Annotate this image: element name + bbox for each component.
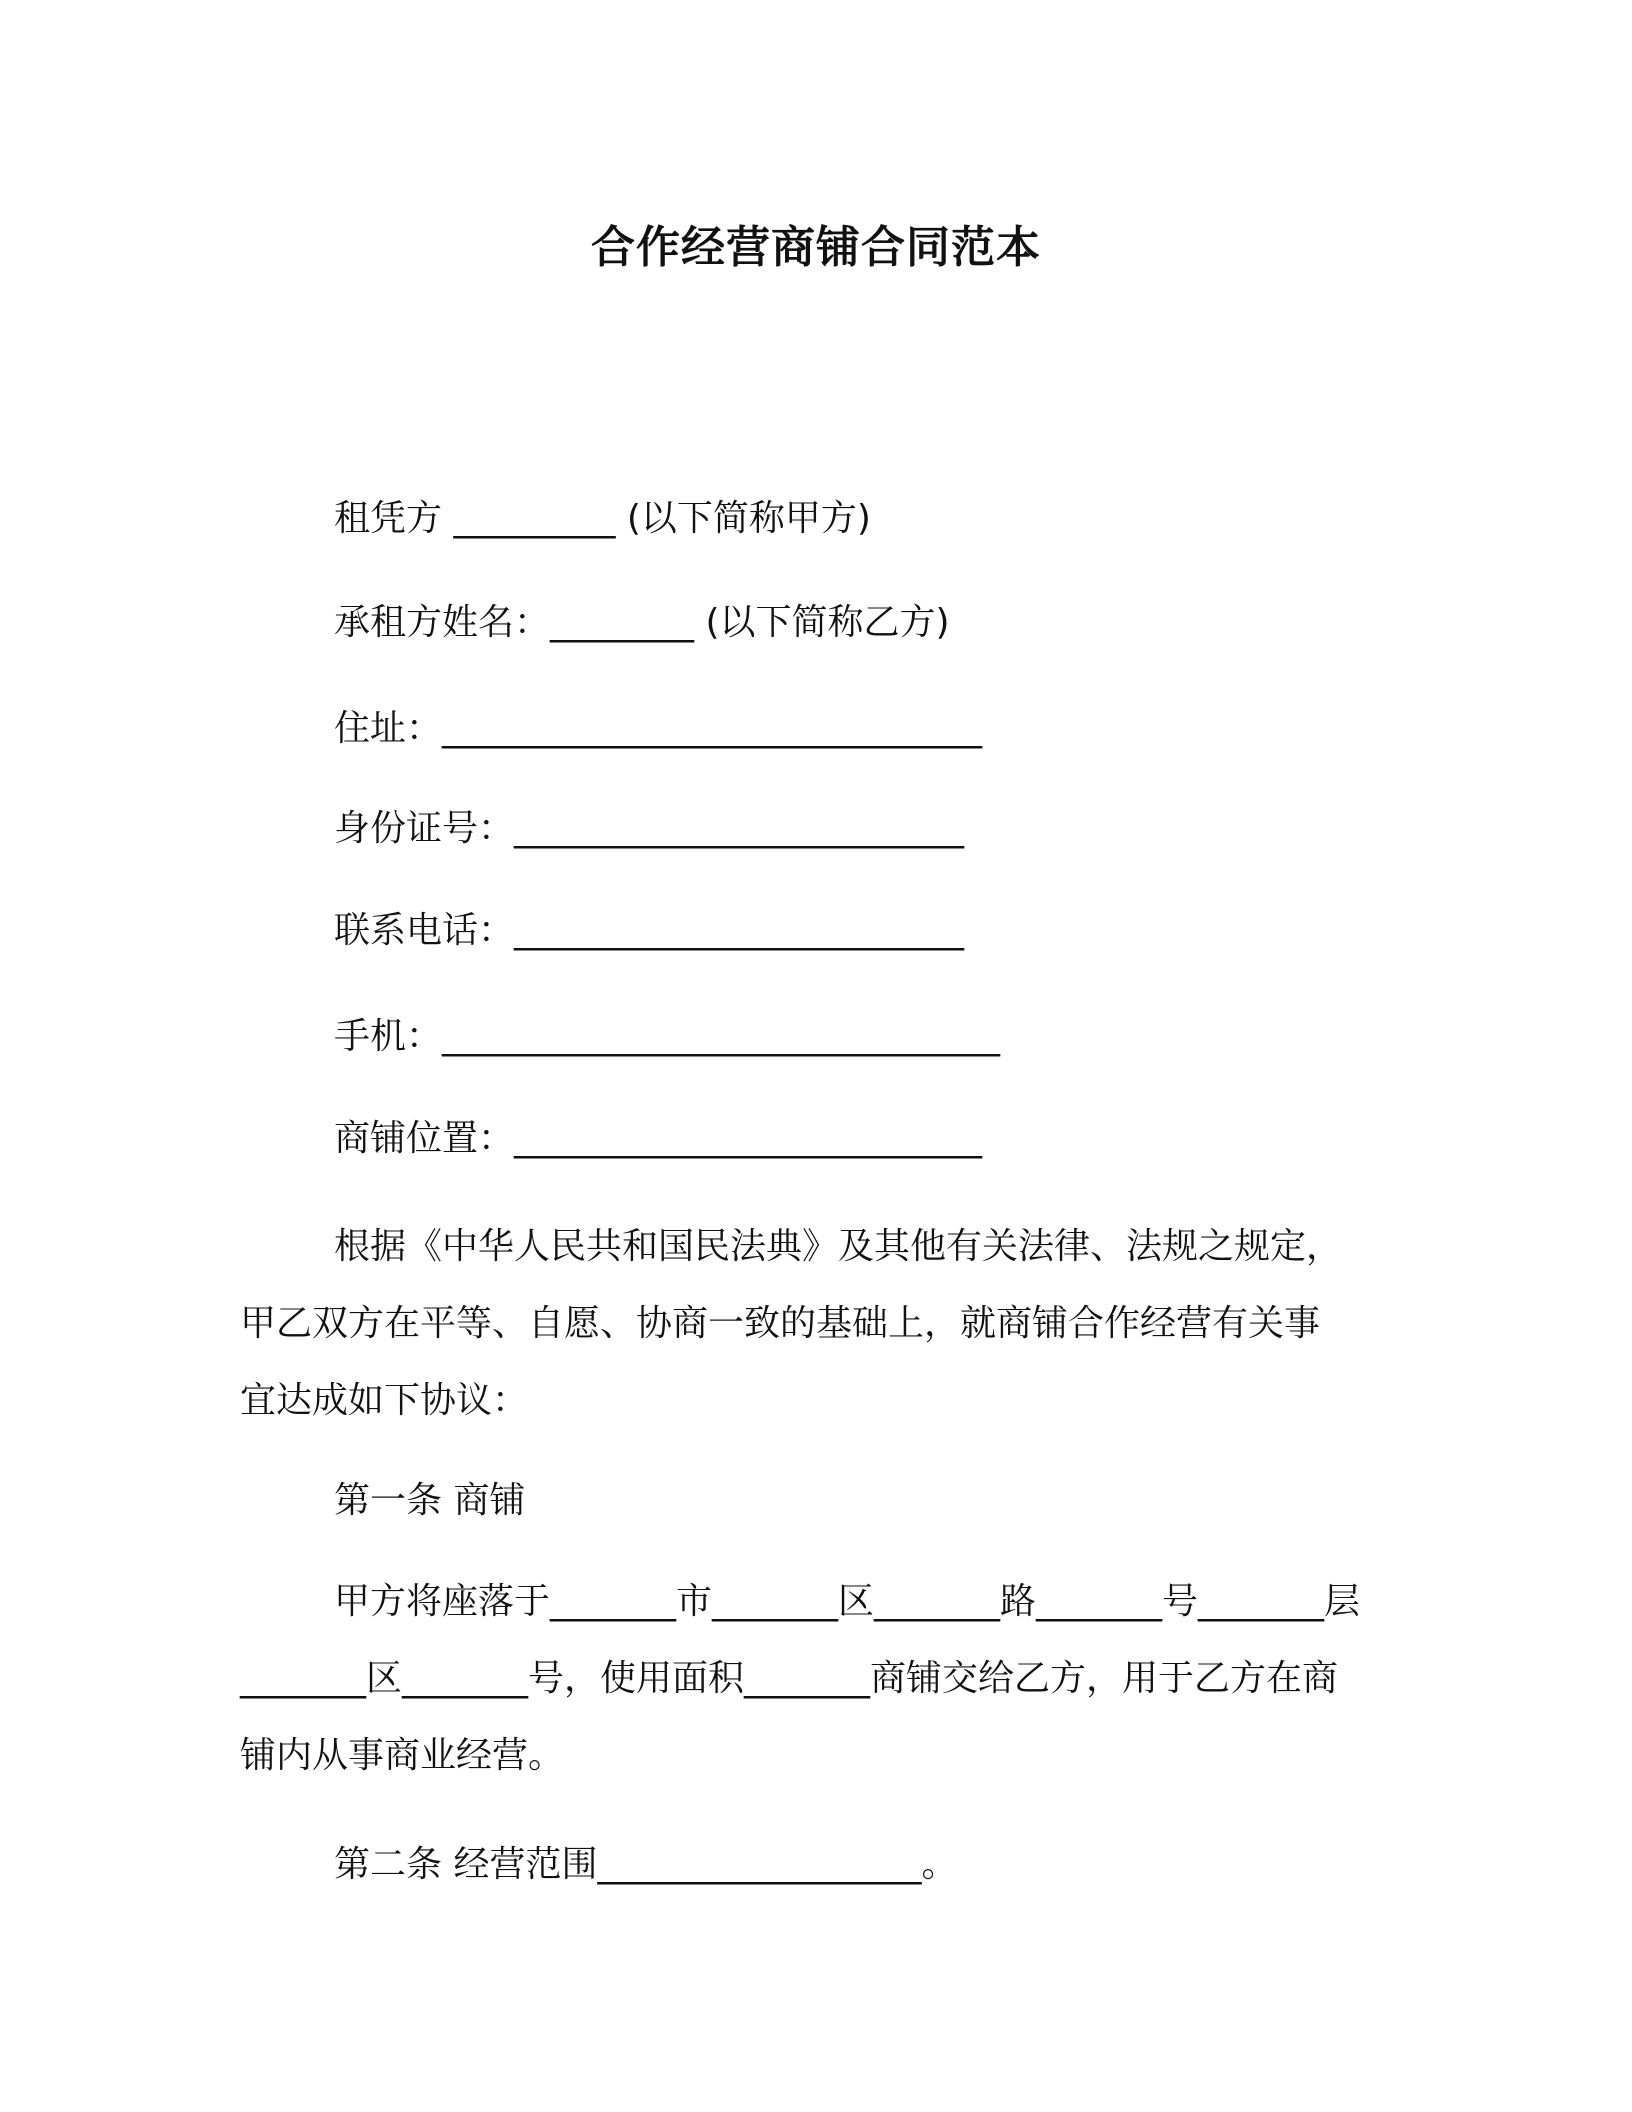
article-1-heading: 第一条 商铺 — [334, 1480, 526, 1521]
document-title: 合作经营商铺合同范本 — [591, 222, 1041, 273]
field-mobile: 手机：_______________________________ — [334, 1016, 1001, 1057]
field-address: 住址：______________________________ — [334, 708, 983, 749]
field-shop-location: 商铺位置：__________________________ — [334, 1118, 983, 1159]
article-2-heading: 第二条 经营范围__________________。 — [334, 1844, 958, 1885]
preamble-line: 根据《中华人民共和国民法典》及其他有关法律、法规之规定， — [334, 1226, 1343, 1267]
article-1-line: _______区_______号，使用面积_______商铺交给乙方，用于乙方在商 — [240, 1658, 1339, 1699]
preamble-line: 甲乙双方在平等、自愿、协商一致的基础上，就商铺合作经营有关事 — [240, 1303, 1321, 1344]
field-lessor: 租凭方 _________ (以下简称甲方) — [334, 498, 871, 539]
preamble-paragraph — [240, 1208, 1380, 1439]
article-1-line: 铺内从事商业经营。 — [240, 1735, 565, 1776]
article-1-paragraph — [240, 1563, 1380, 1794]
field-lessee-name: 承租方姓名：________ (以下简称乙方) — [334, 602, 950, 643]
field-phone: 联系电话：_________________________ — [334, 910, 965, 951]
article-1-line: 甲方将座落于_______市_______区_______路_______号_______层 — [334, 1581, 1361, 1622]
preamble-line: 宜达成如下协议： — [240, 1380, 529, 1421]
field-id-number: 身份证号：_________________________ — [334, 808, 965, 849]
